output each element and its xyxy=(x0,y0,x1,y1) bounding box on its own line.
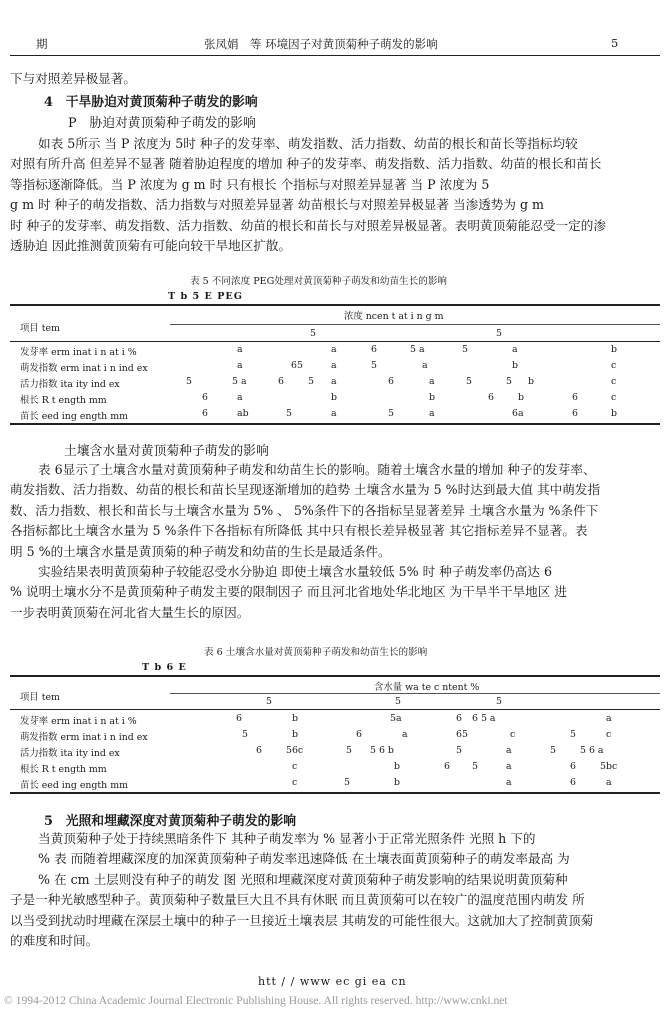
table-6-row-label: 根长 R t ength mm xyxy=(20,764,107,775)
table-6-cell: c xyxy=(292,761,298,772)
paragraph-line: g m 时 种子的萌发指数、活力指数与对照差异显著 幼苗根长与对照差异极显著 当渗透势为 g m xyxy=(10,197,544,213)
table-6-cell: 5 xyxy=(456,745,462,756)
table-5-cell: 6 xyxy=(572,408,578,419)
table-5-cell: b xyxy=(429,392,436,403)
table-5-cell: a xyxy=(237,392,243,403)
table-5 xyxy=(10,304,660,422)
paragraph-line: 各指标都比土壤含水量为 5 %条件下各指标有所降低 其中只有根长差异极显著 其它指标差异不显著。表 xyxy=(10,523,588,539)
table-6-item-header: 项目 tem xyxy=(20,692,60,703)
table-6-cell: a xyxy=(506,777,512,788)
table-5-cell: a xyxy=(422,360,428,371)
table-5-cell: 5 a xyxy=(410,344,425,355)
continuation-text: 下与对照差异极显著。 xyxy=(10,71,136,86)
paragraph-line: 萌发指数、活力指数、幼苗的根长和苗长呈现逐渐增加的趋势 土壤含水量为 5 %时达到最大值 其中萌发指 xyxy=(10,482,601,498)
section-5-paragraph xyxy=(10,829,660,951)
table-5-cell: 6 xyxy=(202,392,208,403)
table-6-cell: a xyxy=(606,713,612,724)
table-6-cell: 6 xyxy=(570,761,576,772)
table-5-cell: 6 xyxy=(371,344,377,355)
table-6-cell: 6 xyxy=(456,713,462,724)
table-6-cell: 56c xyxy=(286,745,304,756)
paragraph-line: 对照有所升高 但差异不显著 随着胁迫程度的增加 种子的发芽率、萌发指数、活力指数、幼苗的根长和苗长 xyxy=(10,156,602,172)
paragraph-line: 当黄顶菊种子处于持续黑暗条件下 其种子萌发率为 % 显著小于正常光照条件 光照 h 下的 xyxy=(38,831,536,846)
table-5-cell: 5 a xyxy=(232,376,247,387)
table-5-cell: ab xyxy=(237,408,249,419)
running-header-title: 张凤娟 等 环境因子对黄顶菊种子萌发的影响 xyxy=(204,37,438,51)
table-6-cell: 6 xyxy=(236,713,242,724)
table-5-cell: a xyxy=(237,360,243,371)
table-5-cell: 6 xyxy=(388,376,394,387)
paragraph-line: 表 6显示了土壤含水量对黄顶菊种子萌发和幼苗生长的影响。随着土壤含水量的增加 种子的发芽率、 xyxy=(38,462,596,477)
table-6-cell: a xyxy=(506,761,512,772)
table-5-cell: c xyxy=(611,376,617,387)
table-5-cell: a xyxy=(429,408,435,419)
table-5-cell: c xyxy=(611,392,617,403)
table-6-cell: 5a xyxy=(390,713,402,724)
paragraph-line: 等指标逐渐降低。当 P 浓度为 g m 时 只有根长 个指标与对照差异显著 当 P 浓度为 5 xyxy=(10,176,490,192)
table-5-row-label: 活力指数 ita ity ind ex xyxy=(20,379,120,390)
section-4-heading: 4 干旱胁迫对黄顶菊种子萌发的影响 xyxy=(44,95,258,110)
paragraph-line: 一步表明黄顶菊在河北省大量生长的原因。 xyxy=(10,604,250,620)
section-4-paragraph xyxy=(10,134,660,256)
table-5-cell: b xyxy=(528,376,535,387)
table-6-cell: 5 xyxy=(346,745,352,756)
table-5-cell: 6 xyxy=(202,408,208,419)
table-5-cell: 5 xyxy=(186,376,192,387)
table-6-cell: 5 xyxy=(472,761,478,772)
paragraph-line: 透胁迫 因此推测黄顶菊有可能向较干旱地区扩散。 xyxy=(10,238,292,254)
table-6-row-label: 苗长 eed ing ength mm xyxy=(20,780,128,791)
table-6-cell: 5 xyxy=(344,777,350,788)
table-6-cell: 6 xyxy=(444,761,450,772)
section-5-heading: 5 光照和埋藏深度对黄顶菊种子萌发的影响 xyxy=(44,814,297,829)
page-number: 5 xyxy=(611,36,619,50)
table-6-group-header: 含水量 wa te c ntent % xyxy=(374,682,480,693)
header-rule xyxy=(10,55,660,56)
table-5-cell: 5 xyxy=(308,376,314,387)
table-6-cell: 5 6 a xyxy=(580,745,604,756)
table-5-cell: 5 xyxy=(466,376,472,387)
paragraph-line: 以当受到扰动时埋藏在深层土壤中的种子一旦接近土壤表层 其萌发的可能性很大。这就加大了控制黄顶菊 xyxy=(10,912,594,928)
table-6-cell: b xyxy=(292,729,299,740)
table-5-cell: 6 xyxy=(278,376,284,387)
paragraph-line: 实验结果表明黄顶菊种子较能忍受水分胁迫 即使土壤含水量较低 5% 时 种子萌发率仍高达 6 xyxy=(38,564,552,580)
table-6-cell: c xyxy=(292,777,298,788)
table-6-cell: 5 xyxy=(242,729,248,740)
table-6-subheader: 5 xyxy=(496,696,502,707)
table-6-cell: c xyxy=(606,729,612,740)
table-5-cell: 65 xyxy=(291,360,303,371)
table-6-cell: 5 xyxy=(550,745,556,756)
paragraph-line: 如表 5所示 当 P 浓度为 5时 种子的发芽率、萌发指数、活力指数、幼苗的根长和苗长等指标均较 xyxy=(38,136,578,151)
paragraph-line: % 说明土壤水分不是黄顶菊种子萌发主要的限制因子 而且河北省地处华北地区 为干旱半干旱地区 进 xyxy=(10,584,567,600)
table-6-cell: 65 xyxy=(456,729,468,740)
table-5-cell: 5 xyxy=(506,376,512,387)
table-5-cell: 6 xyxy=(488,392,494,403)
table-6-cell: b xyxy=(292,713,299,724)
soil-water-paragraph xyxy=(10,460,660,623)
table-6-cell: b xyxy=(394,761,401,772)
table-5-cell: 5 xyxy=(388,408,394,419)
soil-water-heading: 土壤含水量对黄顶菊种子萌发的影响 xyxy=(64,444,269,459)
table-6-row-label: 发芽率 erm inat i n at i % xyxy=(20,716,137,727)
table-6-cell: 5 6 b xyxy=(370,745,394,756)
copyright-banner: © 1994-2012 China Academic Journal Electronic Publishing House. All rights reserved. http://www.cnki.net xyxy=(4,994,508,1007)
table-5-cell: a xyxy=(237,344,243,355)
table-5-caption-en: T b 5 E PEG xyxy=(168,291,243,302)
table-6-row-label: 萌发指数 erm inat i n ind ex xyxy=(20,732,148,743)
table-5-cell: a xyxy=(331,344,337,355)
paragraph-line: 明 5 %的土壤含水量是黄顶菊的种子萌发和幼苗的生长是最适条件。 xyxy=(10,543,391,559)
table-5-cell: b xyxy=(512,360,519,371)
footer-url: htt / / www ec gi ea cn xyxy=(258,975,407,988)
table-5-cell: 5 xyxy=(286,408,292,419)
section-4-1-heading: P 胁迫对黄顶菊种子萌发的影响 xyxy=(68,116,256,131)
table-6-subheader: 5 xyxy=(395,696,401,707)
table-5-cell: 6a xyxy=(512,408,524,419)
table-5-cell: b xyxy=(331,392,338,403)
table-5-caption: 表 5 不同浓度 PEG处理对黄顶菊种子萌发和幼苗生长的影响 xyxy=(190,276,448,287)
table-5-group-header: 浓度 ncen t at i n g m xyxy=(344,311,444,322)
table-5-cell: b xyxy=(518,392,525,403)
table-6-cell: b xyxy=(394,777,401,788)
table-5-subheader: 5 xyxy=(496,328,502,339)
table-5-cell: a xyxy=(331,408,337,419)
table-5-cell: a xyxy=(331,376,337,387)
table-5-cell: a xyxy=(512,344,518,355)
table-5-cell: a xyxy=(429,376,435,387)
table-6-subheader: 5 xyxy=(266,696,272,707)
table-5-row-label: 根长 R t ength mm xyxy=(20,395,107,406)
table-5-item-header: 项目 tem xyxy=(20,323,60,334)
table-5-cell: 6 xyxy=(572,392,578,403)
paragraph-line: % 在 cm 土层则没有种子的萌发 图 光照和埋藏深度对黄顶菊种子萌发影响的结果说明黄顶菊种 xyxy=(38,871,568,887)
table-5-cell: c xyxy=(611,360,617,371)
table-6-cell: 6 xyxy=(356,729,362,740)
running-header-issue: 期 xyxy=(36,37,48,51)
table-6-cell: 5 xyxy=(570,729,576,740)
table-5-subheader: 5 xyxy=(310,328,316,339)
table-6 xyxy=(10,675,660,791)
table-6-caption: 表 6 土壤含水量对黄顶菊种子萌发和幼苗生长的影响 xyxy=(204,647,428,658)
paragraph-line: 数、活力指数、根长和苗长与土壤含水量为 5% 、 5%条件下的各指标呈显著差异 土壤含水量为 %条件下 xyxy=(10,502,599,518)
table-5-cell: b xyxy=(611,408,618,419)
table-5-row-label: 萌发指数 erm inat i n ind ex xyxy=(20,363,148,374)
paragraph-line: 子是一种光敏感型种子。黄顶菊种子数量巨大且不具有休眠 而且黄顶菊可以在较广的温度范围内萌发 所 xyxy=(10,892,585,908)
table-6-cell: a xyxy=(506,745,512,756)
table-6-row-label: 活力指数 ita ity ind ex xyxy=(20,748,120,759)
table-6-cell: 6 5 a xyxy=(472,713,496,724)
table-6-cell: 6 xyxy=(256,745,262,756)
table-5-cell: 5 xyxy=(462,344,468,355)
paragraph-line: 的难度和时间。 xyxy=(10,933,99,949)
table-6-cell: 5bc xyxy=(600,761,618,772)
table-6-cell: a xyxy=(402,729,408,740)
table-6-cell: c xyxy=(510,729,516,740)
table-5-row-label: 苗长 eed ing ength mm xyxy=(20,411,128,422)
table-6-caption-en: T b 6 E xyxy=(142,662,187,673)
table-6-cell: 6 xyxy=(570,777,576,788)
table-5-cell: b xyxy=(611,344,618,355)
paragraph-line: 时 种子的发芽率、萌发指数、活力指数、幼苗的根长和苗长与对照差异极显著。表明黄顶菊能忍受一定的渗 xyxy=(10,217,606,233)
table-5-cell: a xyxy=(331,360,337,371)
table-5-cell: 5 xyxy=(371,360,377,371)
table-5-row-label: 发芽率 erm inat i n at i % xyxy=(20,347,137,358)
paragraph-line: % 表 而随着埋藏深度的加深黄顶菊种子萌发率迅速降低 在土壤表面黄顶菊种子的萌发率最高 为 xyxy=(38,851,570,867)
table-6-cell: a xyxy=(606,777,612,788)
